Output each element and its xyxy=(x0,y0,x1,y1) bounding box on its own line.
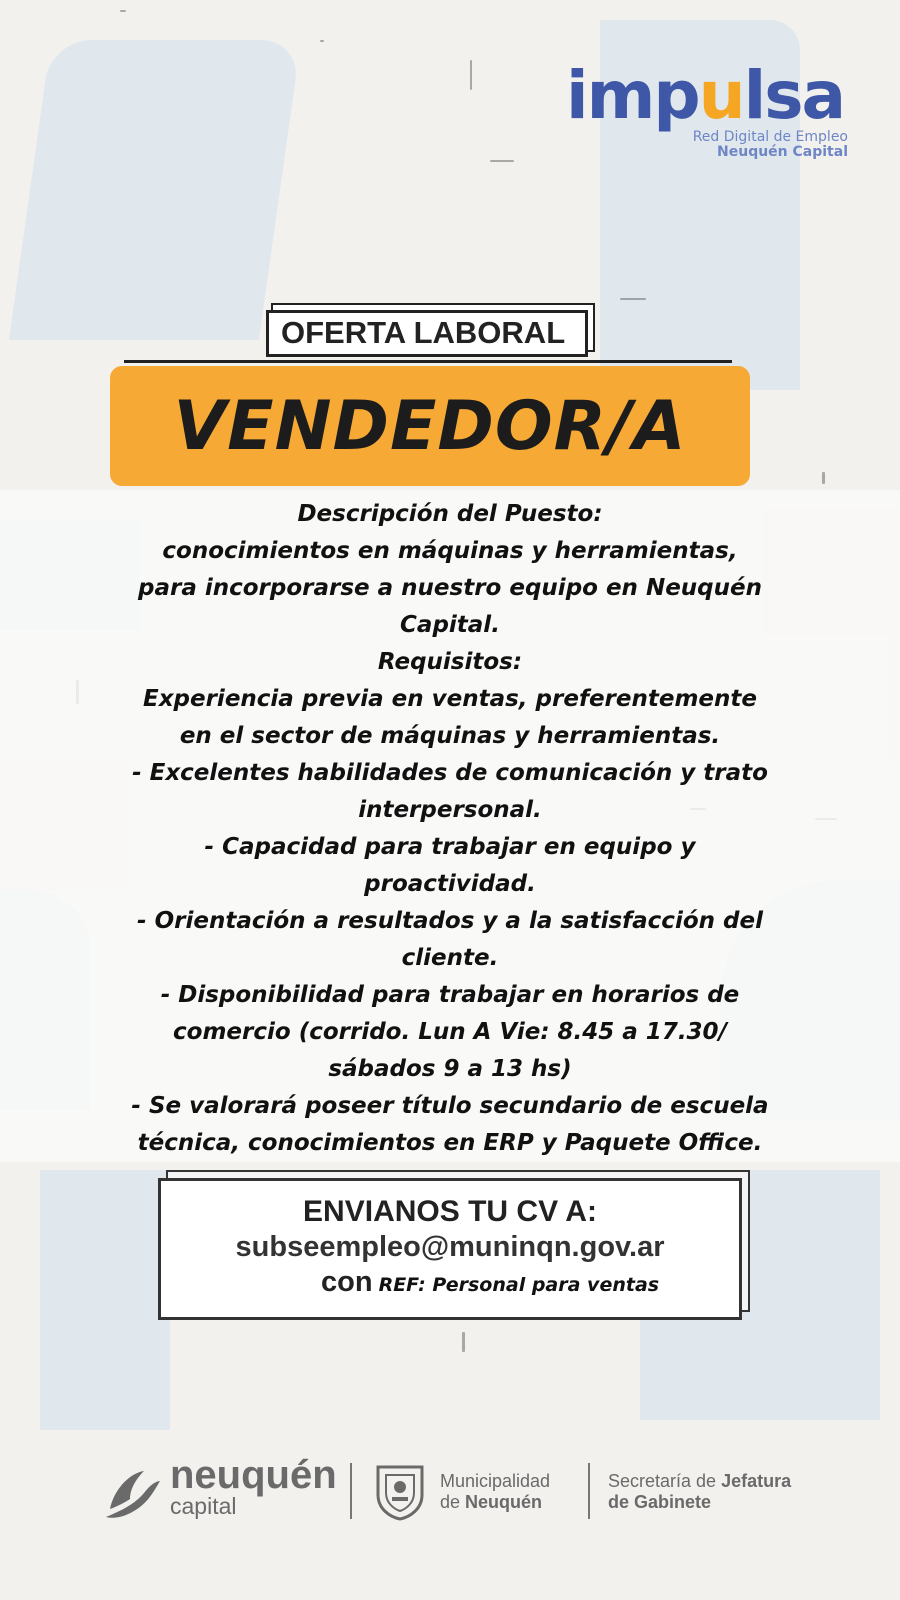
logo-wordmark: impulsa xyxy=(566,57,845,134)
job-title-banner xyxy=(110,366,750,486)
background-block-shape xyxy=(40,1170,170,1430)
secretaria-text: Secretaría de Jefatura de Gabinete xyxy=(608,1471,792,1512)
paper-speck xyxy=(120,10,126,12)
description-line: en el sector de máquinas y herramientas. xyxy=(179,723,721,749)
divider xyxy=(124,360,732,363)
paper-speck xyxy=(320,40,324,42)
neuquen-logo-text: neuquén xyxy=(170,1453,337,1497)
description-line: - Disponibilidad para trabajar en horarios de xyxy=(160,982,740,1008)
cv-contact-box xyxy=(158,1178,742,1320)
description-line: Requisitos: xyxy=(377,649,523,675)
cv-email-link[interactable]: subseempleo@muninqn.gov.ar xyxy=(235,1231,665,1263)
paper-speck xyxy=(822,472,825,484)
description-line: cliente. xyxy=(401,945,499,971)
description-line: - Excelentes habilidades de comunicación y trato xyxy=(132,760,768,786)
description-line: proactividad. xyxy=(364,871,536,897)
impulsa-logo xyxy=(566,57,856,160)
description-line: Descripción del Puesto: xyxy=(297,501,603,527)
neuquen-waves-icon xyxy=(100,1465,164,1521)
description-line: Experiencia previa en ventas, preferentemente xyxy=(142,686,757,712)
logo-arrow-u: u xyxy=(698,57,744,134)
description-line: Capital. xyxy=(400,612,500,638)
cv-title: ENVIANOS TU CV A: xyxy=(303,1195,597,1228)
footer-divider xyxy=(350,1463,352,1519)
footer-logos xyxy=(100,1455,820,1525)
description-line: - Orientación a resultados y a la satisfacción del xyxy=(137,908,763,934)
paper-speck xyxy=(470,60,472,90)
cv-reference xyxy=(161,1266,739,1299)
paper-speck xyxy=(462,1332,465,1352)
description-line: técnica, conocimientos en ERP y Paquete Office. xyxy=(137,1130,763,1156)
description-line: - Capacidad para trabajar en equipo y xyxy=(204,834,696,860)
footer-divider xyxy=(588,1463,590,1519)
paper-speck xyxy=(620,298,646,300)
description-line: conocimientos en máquinas y herramientas, xyxy=(162,538,738,564)
cv-con-label: con xyxy=(321,1266,373,1298)
municipal-seal-icon xyxy=(372,1461,428,1521)
job-title: VENDEDOR/A xyxy=(173,386,687,466)
description-line: interpersonal. xyxy=(358,797,542,823)
offer-tag-wrapper xyxy=(266,310,588,357)
municipalidad-text: Municipalidad de Neuquén xyxy=(440,1471,551,1512)
description-line: - Se valorará poseer título secundario de escuela xyxy=(131,1093,769,1119)
capital-logo-text: capital xyxy=(170,1493,237,1519)
cv-reference-value: REF: Personal para ventas xyxy=(378,1274,660,1296)
paper-speck xyxy=(490,160,514,162)
background-arrow-shape xyxy=(9,40,301,340)
job-description xyxy=(110,496,790,1162)
logo-subtitle: Red Digital de Empleo Neuquén Capital xyxy=(692,129,848,160)
offer-tag: OFERTA LABORAL xyxy=(266,310,588,357)
description-line: comercio (corrido. Lun A Vie: 8.45 a 17.30/ xyxy=(173,1019,727,1045)
description-line: para incorporarse a nuestro equipo en Neuquén xyxy=(138,575,762,601)
description-line: sábados 9 a 13 hs) xyxy=(328,1056,572,1082)
